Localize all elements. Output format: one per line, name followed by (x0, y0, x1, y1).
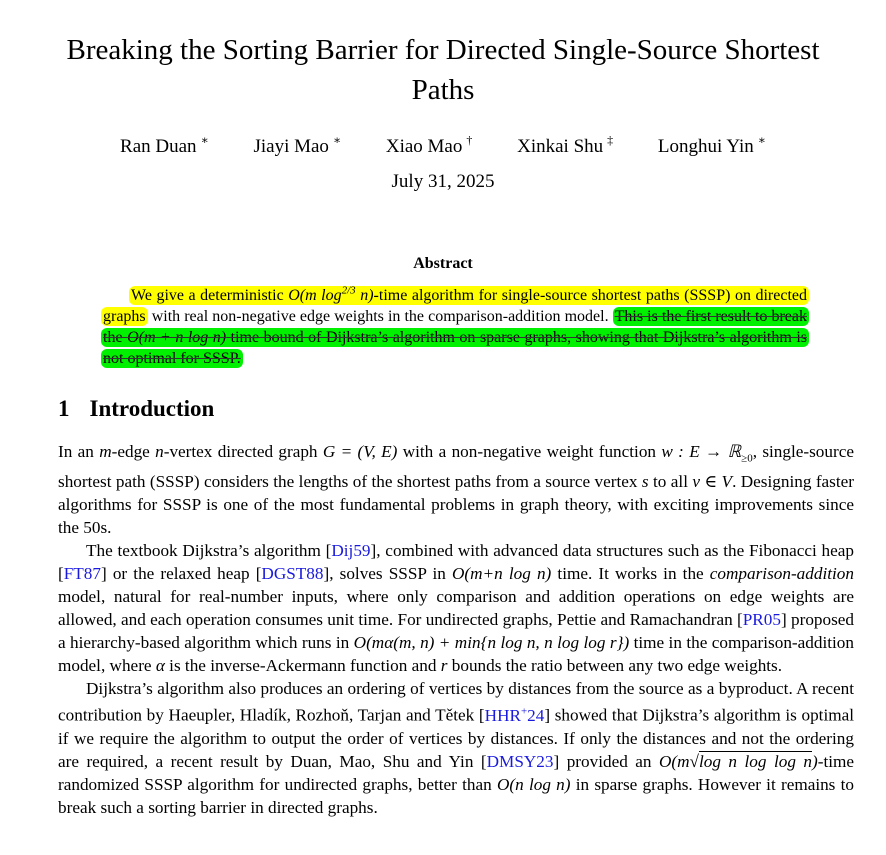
citation-link[interactable]: DMSY23 (486, 752, 554, 772)
citation-link[interactable]: Dij59 (331, 541, 371, 561)
section-heading: 1 Introduction (58, 396, 215, 421)
author-5: Longhui Yin ∗ (657, 133, 766, 157)
green-highlight-strikethrough[interactable]: This is the first result to break the O(m + n log n) time bound of Dijkstra’s algorithm on sparse graphs, showing that Dijkstra’s algorithm is not optimal for SSSP. (103, 308, 807, 368)
paragraph-1: In an m-edge n-vertex directed graph G = (V, E) with a non-negative weight function w : E → ℝ$_{\ge 0}$, single-source shortest path (SSSP) considers the lengths of the shortest paths from a source vertex s to all v ∈ V. Designing faster algorithms for SSSP is one of the most fundamental problems in graph theory, with exciting improvements since the 50s. (58, 442, 854, 538)
paper-title: Breaking the Sorting Barrier for Directed Single-Source Shortest Paths (66, 34, 820, 106)
paragraph-3: Dijkstra’s algorithm also produces an ordering of vertices by distances from the source as a byproduct. A recent contribution by Haeupler, Hladík, Rozhoň, Tarjan and Tětek [HHR+24] showed that Dijkstra’s algorithm is optimal if we require the algorithm to output the order of vertices by distances. If only the distances and not the ordering are required, a recent result by Duan, Mao, Shu and Yin [DMSY23] provided an O(m√log n log log n)-time randomized SSSP algorithm for undirected graphs, better than O(n log n) in sparse graphs. However it remains to break such a sorting barrier in directed graphs. (58, 679, 855, 818)
author-list (0, 127, 886, 160)
author-4: Xinkai Shu ‡ (517, 133, 614, 157)
citation-link[interactable]: DGST88 (261, 564, 324, 584)
author-3: Xiao Mao † (385, 133, 473, 157)
author-2: Jiayi Mao ∗ (253, 133, 342, 157)
citation-link[interactable]: HHR+24 (484, 705, 545, 726)
citation-link[interactable]: FT87 (63, 564, 101, 584)
abstract-body: We give a deterministic O(m $\log^{2/3}$ n)-time algorithm for single-source shortest paths (SSSP) on directed graphs with real non-negative edge weights in the comparison-addition model. This is the first result to break the O(m + n log n) time bound of Dijkstra’s algorithm on sparse graphs, showing that Dijkstra’s algorithm is not optimal for SSSP. (103, 285, 808, 368)
introduction-body (58, 440, 854, 819)
paragraph-2: The textbook Dijkstra’s algorithm [Dij59], combined with advanced data structures such as the Fibonacci heap [FT87] or the relaxed heap [DGST88], solves SSSP in O(m+n log n) time. It works in the comparison-addition model, natural for real-number inputs, where only comparison and addition operations on edge weights are allowed, and each operation consumes unit time. For undirected graphs, Pettie and Ramachandran [PR05] proposed a hierarchy-based algorithm which runs in O(mα(m, n) + min{n log n, n log log r}) time in the comparison-addition model, where α is the inverse-Ackermann function and r bounds the ratio between any two edge weights. (58, 541, 855, 676)
abstract-heading: Abstract (413, 255, 473, 272)
yellow-highlight[interactable]: We give a deterministic O(m $\log^{2/3}$ n)-time algorithm for single-source shortest paths (SSSP) on directed graphs (103, 285, 808, 326)
paper-date: July 31, 2025 (391, 171, 495, 192)
citation-link[interactable]: PR05 (742, 610, 781, 630)
author-1: Ran Duan ∗ (120, 133, 209, 157)
